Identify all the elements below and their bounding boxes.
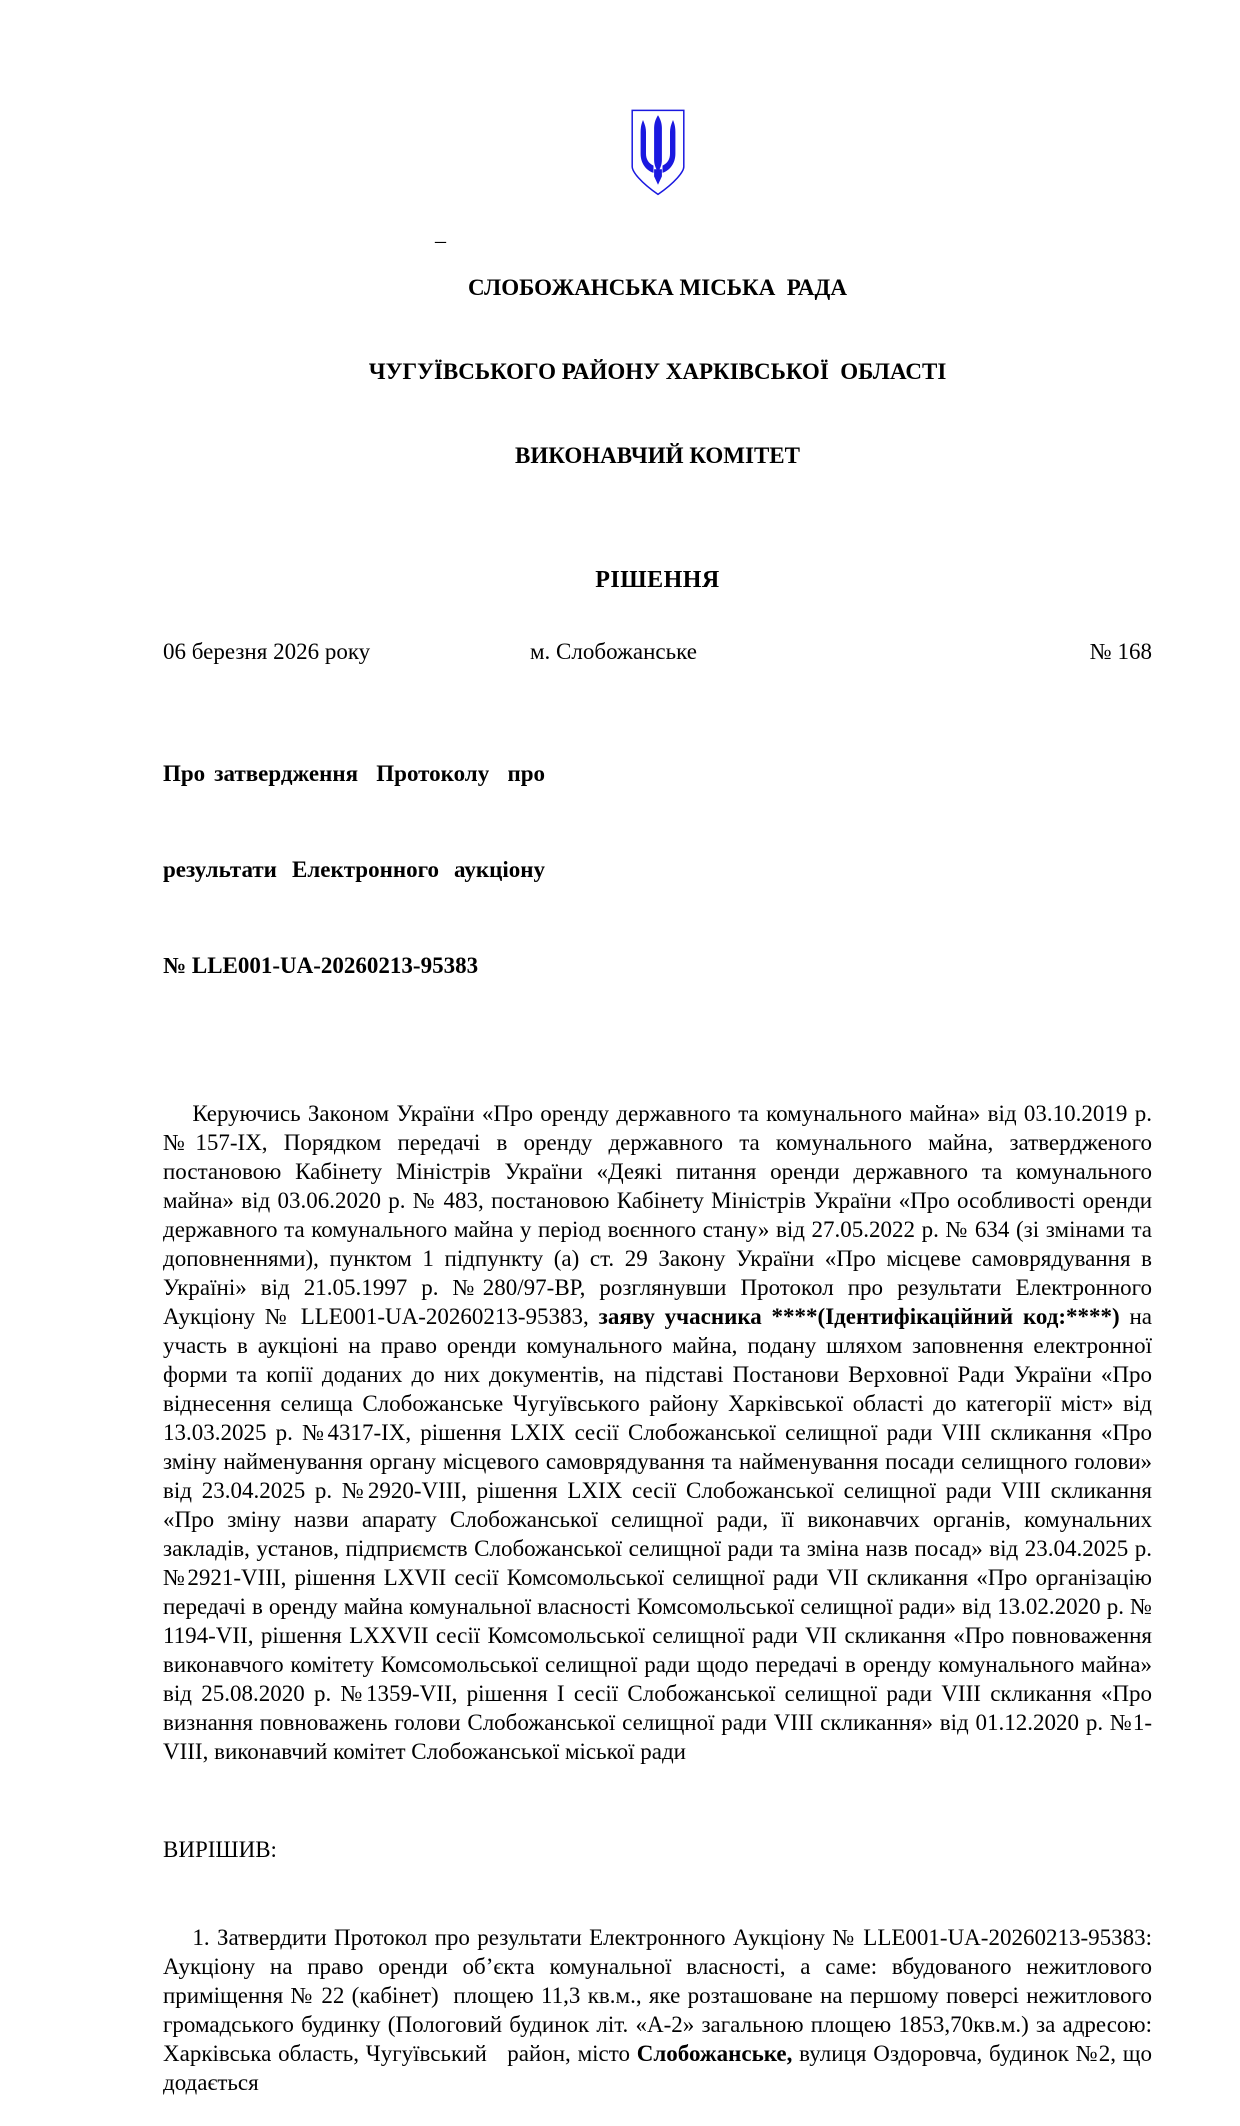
emblem-container — [163, 105, 1152, 208]
preamble-text-part2: на участь в аукціоні на право оренди комунального майна, подану шляхом заповнення електронної форми та копії доданих до них документів, на підставі Постанови Верховної Ради України «Про віднесення селища Слобожанське Чугуївського району Харківської області до категорії міст» від 13.03.2025 р. №4317-ІХ, рішення LXIX сесії Слобожанської селищної ради VIII скликання «Про зміну найменування органу місцевого самоврядування та найменування посади селищного голови» від 23.04.2025 р. №2920-VIII, рішення LXIX сесії Слобожанської селищної ради VIII скликання «Про зміну назви апарату Слобожанської селищної ради, її виконавчих органів, комунальних закладів, установ, підприємств Слобожанської селищної ради та зміна назв посад» від 23.04.2025 р. №2921-VIII, рішення LXVII сесії Комсомольської селищної ради VII скликання «Про організацію передачі в оренду майна комунальної власності Комсомольської селищної ради» від 13.02.2020 р. № 1194-VII, рішення LXXVII сесії Комсомольської селищної ради VII скликання «Про повноваження виконавчого комітету Комсомольської селищної ради щодо передачі в оренду комунального майна» від 25.08.2020 р. №1359-VII, рішення І сесії Слобожанської селищної ради VIII скликання «Про визнання повноважень голови Слобожанської селищної ради VIII скликання» від 01.12.2020 р. №1-VIII, виконавчий комітет Слобожанської міської ради — [163, 1304, 1158, 1764]
subject-line2: результати Електронного аукціону — [163, 857, 545, 882]
resolution-heading: ВИРІШИВ: — [163, 1837, 277, 1862]
document-date: 06 березня 2026 року — [163, 639, 371, 664]
preamble-paragraph — [163, 1070, 1158, 1795]
org-name-line3: ВИКОНАВЧИЙ КОМІТЕТ — [514, 443, 800, 468]
stray-underscore-mark: _ — [435, 220, 446, 245]
document-meta-row — [163, 637, 1152, 666]
document-type-title: РІШЕННЯ — [595, 567, 720, 593]
document-number: № 168 — [1089, 639, 1152, 664]
org-name-line2: ЧУГУЇВСЬКОГО РАЙОНУ ХАРКІВСЬКОЇ ОБЛАСТІ — [368, 359, 947, 384]
organization-header — [163, 218, 1152, 526]
item1-bold-city: Слобожанське, — [636, 2041, 793, 2066]
item1-text-part2: вулиця Оздоровча, будинок №2, що додається — [163, 2041, 1158, 2095]
preamble-bold-participant: заяву учасника ****(Ідентифікаційний код:****) — [598, 1304, 1120, 1329]
item1-text-part1: 1. Затвердити Протокол про результати Електронного Аукціону № LLE001-UA-20260213-95383: Аукціону на право оренди об’єкта комунальної власності, а саме: вбудованого нежитлового приміщення № 22 (кабінет) площею 11,3 кв.м., яке розташоване на першому поверсі нежитлового громадського будинку (Пологовий будинок літ. «А-2» загальною площею 1853,70кв.м.) за адресою: Харківська область, Чугуївський район, місто — [163, 1925, 1158, 2066]
resolution-item-1 — [163, 1894, 1158, 2126]
subject-line1: Про затвердження Протоколу про — [163, 761, 545, 786]
subject-line3: № LLE001-UA-20260213-95383 — [163, 953, 479, 978]
document-place: м. Слобожанське — [530, 639, 697, 664]
subject-block — [163, 694, 545, 1046]
ukraine-trident-emblem-icon — [628, 105, 688, 201]
preamble-text-part1: Керуючись Законом України «Про оренду державного та комунального майна» від 03.10.2019 р. №157-ІХ, Порядком передачі в оренду державного та комунального майна, затвердженого постановою Кабінету Міністрів України «Деякі питання оренди державного та комунального майна» від 03.06.2020 р. № 483, постановою Кабінету Міністрів України «Про особливості оренди державного та комунального майна у період воєнного стану» від 27.05.2022 р. № 634 (зі змінами та доповненнями), пунктом 1 підпункту (а) ст. 29 Закону України «Про місцеве самоврядування в Україні» від 21.05.1997 р. №280/97-ВР, розглянувши Протокол про результати Електронного Аукціону № LLE001-UA-20260213-95383, — [163, 1101, 1158, 1329]
org-name-line1: СЛОБОЖАНСЬКА МІСЬКА РАДА — [468, 275, 847, 300]
